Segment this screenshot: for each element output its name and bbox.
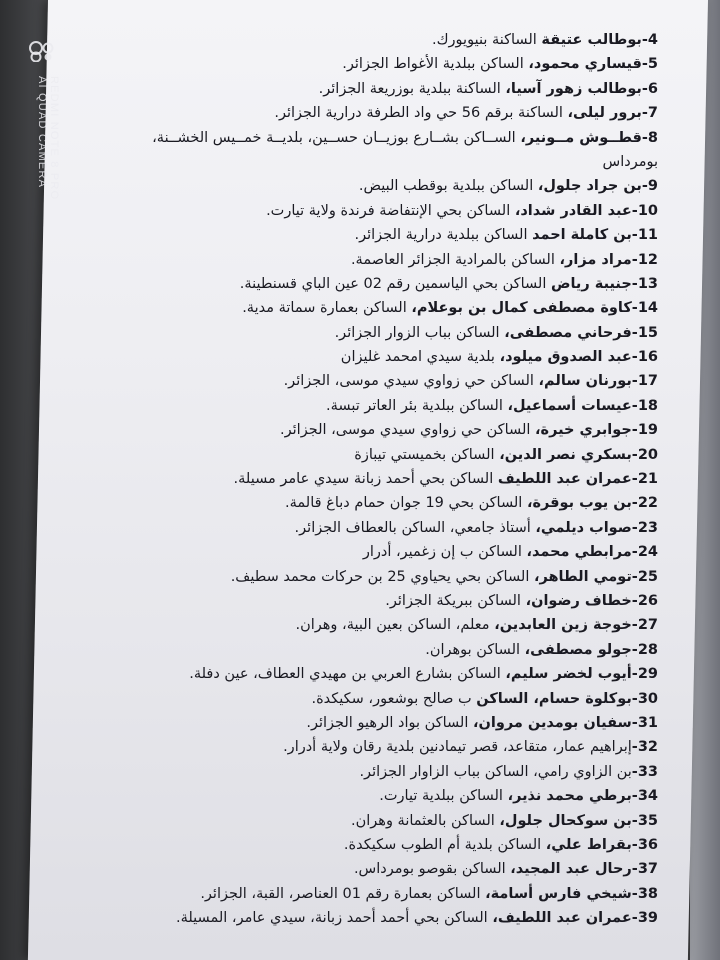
item-name: جولو مصطفى، [524,641,632,658]
item-details: الساكن بشارع العربي بن مهيدي العطاف، عين دفلة. [189,666,506,683]
names-list [58,28,658,930]
item-name: عبد القادر شداد، [514,202,632,219]
document-page [28,0,708,960]
item-name: عمران عبد اللطيف، [492,910,632,927]
list-item [58,784,658,808]
item-details: الساكن ببلدية درارية الجزائر. [354,227,533,244]
item-number: 14- [631,300,658,317]
item-name: شيخي فارس أسامة، [485,885,632,902]
item-name: بقراط علي، [545,836,632,853]
item-number: 18- [631,397,658,414]
item-number: 33- [631,763,658,780]
item-details: الساكن بحي 19 جوان حمام دباغ قالمة. [285,495,527,512]
item-number: 21- [631,471,658,488]
list-item [58,174,658,198]
item-details: الساكن بواد الرهيو الجزائر. [306,714,473,731]
item-details: الساكن بحي أحمد زبانة سيدي عامر مسيلة. [233,471,498,488]
item-details: الساكنة بنيويورك. [431,32,542,48]
list-item [58,565,658,589]
item-number: 25- [631,568,658,585]
item-name: خطاف رضوان، [525,592,632,609]
item-name: برطي محمد نذير، [507,788,632,805]
item-details: الساكن بعمارة رقم 01 العناصر، القبة، الجزائر. [200,885,486,902]
list-item [58,52,658,76]
item-name: بن جراد جلول، [537,178,642,195]
item-number: 7- [641,105,658,122]
item-number: 17- [631,373,658,390]
item-name: أيوب لخضر سليم، [505,666,632,683]
list-item [58,126,658,150]
item-details: الساكن بالعثمانة وهران. [351,812,500,829]
item-number: 30- [631,690,658,707]
list-item [58,77,658,101]
watermark-model: REDMI NOTE 8 PRO [48,76,60,201]
list-item [58,28,658,52]
camera-watermark [24,40,64,260]
item-details: الساكن ب إن زغمير، أدرار [362,544,527,561]
item-name: بوكلوة حسام، الساكن [476,690,632,707]
item-name: جوابري خيرة، [535,422,632,439]
item-details: بومرداس [602,153,658,170]
item-name: عيسات أسماعيل، [507,397,632,414]
list-item [58,857,658,881]
list-item [58,809,658,833]
item-name: بن سوكحال جلول، [499,812,632,829]
item-number: 11- [631,227,658,244]
item-number: 8- [641,129,658,146]
list-item [58,613,658,637]
item-number: 22- [631,495,658,512]
list-item [58,199,658,223]
item-details: الساكن بباب الزوار الجزائر. [334,324,505,341]
item-details: معلم، الساكن بعين البية، وهران. [295,617,495,634]
list-item [58,321,658,345]
item-name: قيساري محمود، [528,56,642,73]
item-details: الساكن ببلدية بوقطب البيض. [358,178,538,195]
item-details: الساكن ببريكة الجزائر. [385,592,526,609]
watermark-text [30,76,60,200]
item-name: بوطالب عتيقة [541,32,642,48]
item-number: 13- [631,275,658,292]
item-number: 38- [631,885,658,902]
list-item [58,540,658,564]
item-number: 39- [631,910,658,927]
item-number: 26- [631,592,658,609]
item-number: 9- [641,178,658,195]
item-number: 37- [631,861,658,878]
list-item [58,248,658,272]
item-name: بوطالب زهور آسيا، [505,80,642,97]
item-name: رحال عبد المجيد، [510,861,632,878]
item-name: صواب ديلمي، [535,519,632,536]
ai-camera-logo-icon [28,40,58,62]
item-name: جنيبة رياض [550,275,632,292]
item-number: 10- [631,202,658,219]
item-name: فرحاني مصطفى، [504,324,632,341]
list-item [58,394,658,418]
item-number: 35- [631,812,658,829]
item-name: بسكري نصر الدين، [499,446,632,463]
list-item [58,589,658,613]
item-details: الساكن بقوصو بومرداس. [353,861,511,878]
item-details: إبراهيم عمار، متقاعد، قصر تيمادنين بلدية رقان ولاية أدرار. [283,739,632,756]
item-number: 31- [631,714,658,731]
item-number: 32- [631,739,658,756]
list-item [58,735,658,759]
list-item [58,296,658,320]
item-name: بورنان سالم، [538,373,632,390]
item-details: بلدية سيدي امحمد غليزان [340,349,500,366]
item-details: الساكن حي زواوي سيدي موسى، الجزائر. [280,422,535,439]
list-item [58,687,658,711]
item-details: الساكن حي زواوي سيدي موسى، الجزائر. [283,373,539,390]
item-name: سفيان بومدين مروان، [473,714,632,731]
item-name: برور ليلى، [567,105,642,122]
item-details: بن الزاوي رامي، الساكن بباب الزاوار الجزائر. [359,763,632,780]
list-item [58,638,658,662]
item-details: الساكن بحي الياسمين رقم 02 عين الباي قسنطينة. [239,275,551,292]
item-number: 6- [641,80,658,97]
item-name: تومي الطاهر، [533,568,632,585]
list-item [58,369,658,393]
item-details: الساكنة برقم 56 حي واد الطرفة درارية الجزائر. [274,105,568,122]
document-body [48,0,708,960]
list-item [58,223,658,247]
item-details: ب صالح بوشعور، سكيكدة. [311,690,477,707]
item-number: 15- [631,324,658,341]
list-item [58,443,658,467]
list-item [58,345,658,369]
list-item [58,150,658,174]
item-details: الساكن بحي الإنتفاضة فرندة ولاية تيارت. [266,202,515,219]
list-item [58,882,658,906]
list-item [58,491,658,515]
item-number: 24- [631,544,658,561]
item-name: مرابطي محمد، [526,544,632,561]
item-number: 16- [631,349,658,366]
item-details: الساكن بحي يحياوي 25 بن حركات محمد سطيف. [230,568,534,585]
item-details: الساكن بخميستي تيبازة [354,446,500,463]
list-item [58,760,658,784]
list-item [58,711,658,735]
item-number: 19- [631,422,658,439]
watermark-camera: AI QUAD CAMERA [36,76,48,189]
item-number: 12- [631,251,658,268]
item-details: الساكن ببلدية بئر العاتر تبسة. [326,397,508,414]
item-details: الساكن بحي أحمد أحمد زبانة، سيدي عامر، المسيلة. [175,910,493,927]
list-item [58,418,658,442]
item-details: الساكن بالمرادية الجزائر العاصمة. [350,251,560,268]
item-details: الساكن بعمارة سماتة مدية. [242,300,412,317]
item-number: 36- [631,836,658,853]
item-number: 34- [631,788,658,805]
item-number: 28- [631,641,658,658]
item-name: عمران عبد اللطيف [497,471,632,488]
list-item [58,467,658,491]
list-item [58,101,658,125]
item-details: الساكن بلدية أم الطوب سكيكدة. [343,836,546,853]
item-details: الساكن ببلدية تيارت. [379,788,508,805]
item-details: الساكن ببلدية الأغواط الجزائر. [342,56,529,73]
list-item [58,662,658,686]
item-name: خوجة زين العابدين، [494,617,632,634]
item-number: 29- [631,666,658,683]
list-item [58,906,658,930]
item-number: 5- [641,56,658,73]
item-details: الساكن بوهران. [425,641,525,658]
item-name: بن كاملة احمد [532,227,632,244]
item-name: مراد مزار، [559,251,632,268]
list-item [58,833,658,857]
item-name: كاوة مصطفى كمال بن بوعلام، [411,300,632,317]
item-details: الساكنة ببلدية بوزريعة الجزائر. [318,80,506,97]
item-number: 20- [631,446,658,463]
item-number: 27- [631,617,658,634]
item-details: الســاكن بشــارع بوزيــان حســين، بلديــة خمــيس الخشــنة، [152,129,521,146]
item-details: أستاذ جامعي، الساكن بالعطاف الجزائر. [294,519,536,536]
item-name: بن يوب بوقرة، [526,495,632,512]
list-item [58,516,658,540]
list-item [58,272,658,296]
item-number: 23- [631,519,658,536]
item-number: 4- [641,32,658,48]
item-name: عبد الصدوق ميلود، [499,349,632,366]
item-name: قطــوش مــونير، [520,129,642,146]
